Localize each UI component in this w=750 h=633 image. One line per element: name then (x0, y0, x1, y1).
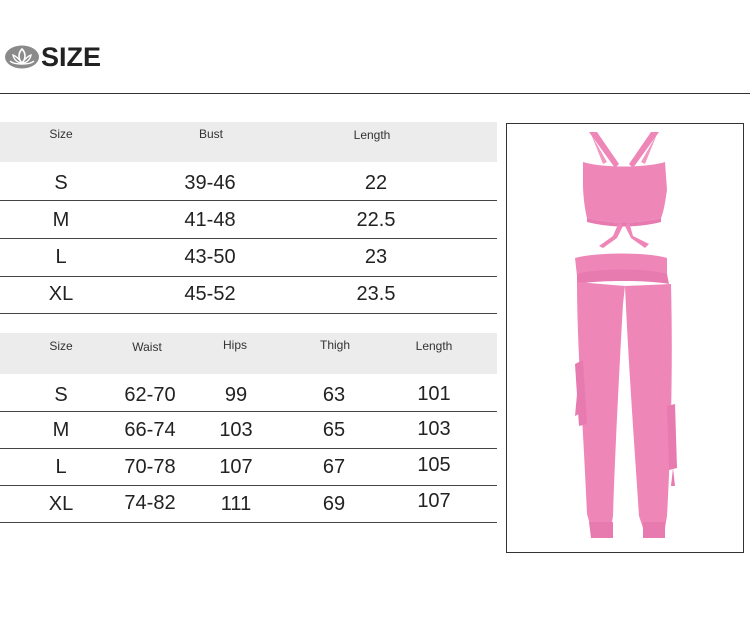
length-cell: 107 (417, 490, 451, 512)
table-row (0, 201, 497, 239)
top-size-table (0, 122, 497, 314)
column-header-hips: Hips (222, 338, 248, 352)
waist-cell: 70-78 (124, 456, 176, 478)
thigh-cell: 67 (322, 456, 346, 478)
header (0, 0, 750, 94)
hips-cell: 111 (220, 493, 252, 515)
column-header-thigh: Thigh (319, 338, 351, 352)
waist-cell: 66-74 (124, 419, 176, 441)
header-divider (0, 93, 750, 94)
length-cell: 105 (417, 454, 451, 476)
table-row (0, 239, 497, 277)
bust-cell: 41-48 (184, 209, 236, 231)
table-row (0, 163, 497, 201)
hips-cell: 107 (219, 456, 253, 478)
hips-cell: 99 (224, 384, 248, 406)
column-header-size: Size (49, 339, 73, 353)
table-row (0, 449, 497, 486)
bust-cell: 45-52 (184, 283, 236, 305)
length-cell: 22 (364, 172, 388, 194)
table-row (0, 486, 497, 523)
size-cell: XL (48, 283, 74, 305)
thigh-cell: 63 (322, 384, 346, 406)
top-table-header (0, 122, 497, 162)
length-cell: 23.5 (356, 283, 396, 305)
column-header-length: Length (353, 128, 391, 142)
pink-crop-top-and-cargo-pants-icon (507, 124, 743, 552)
length-cell: 23 (364, 246, 388, 268)
bottom-table-header (0, 333, 497, 374)
size-cell: XL (48, 493, 74, 515)
waist-cell: 74-82 (124, 492, 176, 514)
column-header-waist: Waist (132, 340, 162, 354)
page-title: SIZE (41, 42, 102, 72)
lotus-logo-icon (4, 43, 40, 70)
size-cell: L (55, 456, 67, 478)
table-row (0, 375, 497, 412)
column-header-size: Size (49, 127, 73, 141)
thigh-cell: 65 (322, 419, 346, 441)
column-header-length: Length (415, 339, 453, 353)
size-cell: L (55, 246, 67, 268)
hips-cell: 103 (219, 419, 253, 441)
waist-cell: 62-70 (124, 384, 176, 406)
bottom-size-table (0, 333, 497, 523)
thigh-cell: 69 (322, 493, 346, 515)
size-cell: M (52, 419, 70, 441)
size-cell: S (54, 384, 68, 406)
length-cell: 101 (417, 383, 451, 405)
product-photo (506, 123, 744, 553)
bust-cell: 39-46 (184, 172, 236, 194)
table-row (0, 277, 497, 314)
size-cell: M (52, 209, 70, 231)
bust-cell: 43-50 (184, 246, 236, 268)
length-cell: 103 (417, 418, 451, 440)
size-cell: S (54, 172, 68, 194)
length-cell: 22.5 (356, 209, 396, 231)
table-row (0, 412, 497, 449)
column-header-bust: Bust (198, 127, 224, 141)
